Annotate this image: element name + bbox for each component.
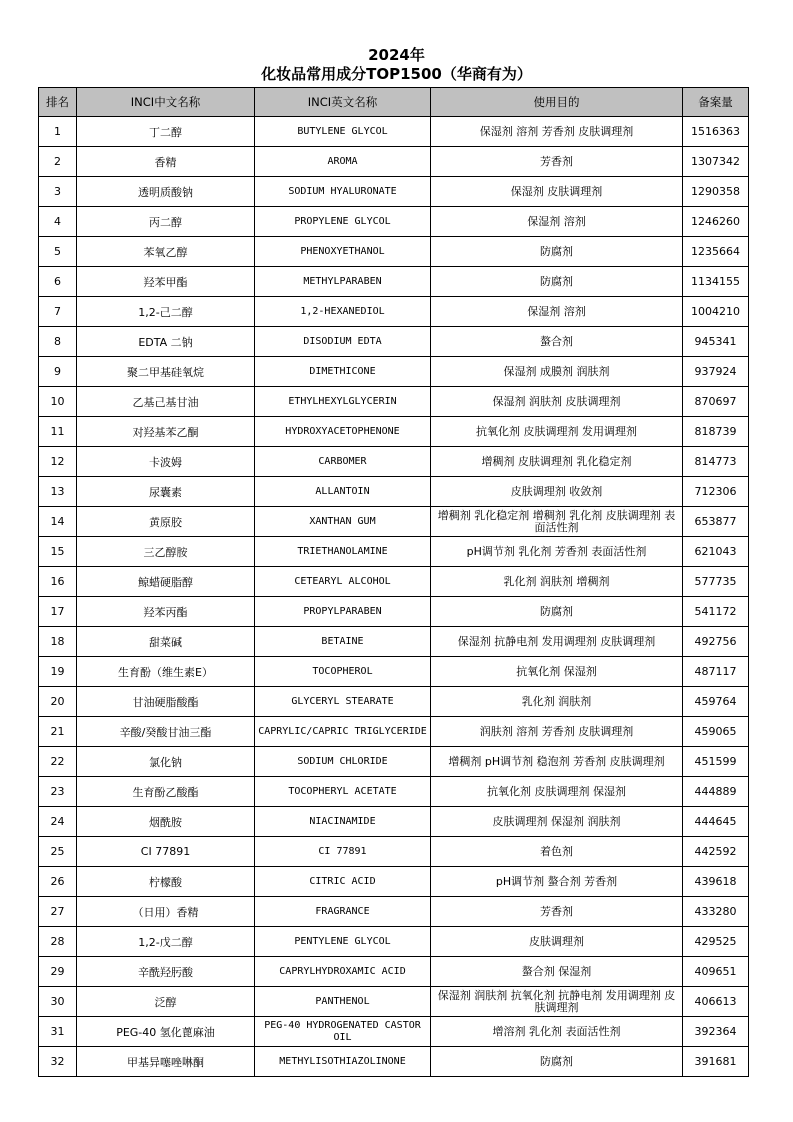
table-row — [39, 1017, 749, 1047]
cn-name-cell: 苯氧乙醇 — [77, 237, 255, 267]
purpose-cell: 润肤剂 溶剂 芳香剂 皮肤调理剂 — [431, 717, 683, 747]
count-cell: 487117 — [683, 657, 749, 687]
en-name-cell: DIMETHICONE — [255, 357, 431, 387]
cn-name-cell: 对羟基苯乙酮 — [77, 417, 255, 447]
cn-name-cell: 丁二醇 — [77, 117, 255, 147]
purpose-cell: 防腐剂 — [431, 237, 683, 267]
purpose-cell: 增溶剂 乳化剂 表面活性剂 — [431, 1017, 683, 1047]
rank-cell: 29 — [39, 957, 77, 987]
rank-cell: 4 — [39, 207, 77, 237]
en-name-cell: CARBOMER — [255, 447, 431, 477]
purpose-cell: 增稠剂 pH调节剂 稳泡剂 芳香剂 皮肤调理剂 — [431, 747, 683, 777]
count-cell: 814773 — [683, 447, 749, 477]
rank-cell: 17 — [39, 597, 77, 627]
purpose-cell: 抗氧化剂 皮肤调理剂 发用调理剂 — [431, 417, 683, 447]
cn-name-cell: 乙基己基甘油 — [77, 387, 255, 417]
rank-cell: 19 — [39, 657, 77, 687]
table-row — [39, 957, 749, 987]
cn-name-cell: 辛酰羟肟酸 — [77, 957, 255, 987]
count-cell: 444889 — [683, 777, 749, 807]
table-row — [39, 867, 749, 897]
rank-cell: 8 — [39, 327, 77, 357]
table-row — [39, 927, 749, 957]
en-name-cell: SODIUM CHLORIDE — [255, 747, 431, 777]
table-row — [39, 807, 749, 837]
purpose-cell: 皮肤调理剂 收敛剂 — [431, 477, 683, 507]
table-row — [39, 597, 749, 627]
purpose-cell: 乳化剂 润肤剂 增稠剂 — [431, 567, 683, 597]
rank-cell: 22 — [39, 747, 77, 777]
purpose-cell: 保湿剂 成膜剂 润肤剂 — [431, 357, 683, 387]
cn-name-cell: （日用）香精 — [77, 897, 255, 927]
count-cell: 1004210 — [683, 297, 749, 327]
count-cell: 577735 — [683, 567, 749, 597]
purpose-cell: 保湿剂 润肤剂 抗氧化剂 抗静电剂 发用调理剂 皮肤调理剂 — [431, 987, 683, 1017]
cn-name-cell: EDTA 二钠 — [77, 327, 255, 357]
purpose-cell: 芳香剂 — [431, 897, 683, 927]
table-row — [39, 207, 749, 237]
rank-cell: 6 — [39, 267, 77, 297]
purpose-cell: pH调节剂 乳化剂 芳香剂 表面活性剂 — [431, 537, 683, 567]
en-name-cell: METHYLISOTHIAZOLINONE — [255, 1047, 431, 1077]
table-row — [39, 117, 749, 147]
rank-cell: 23 — [39, 777, 77, 807]
table-row — [39, 477, 749, 507]
purpose-cell: 保湿剂 溶剂 — [431, 207, 683, 237]
table-row — [39, 1047, 749, 1077]
purpose-cell: 防腐剂 — [431, 597, 683, 627]
cn-name-cell: 氯化钠 — [77, 747, 255, 777]
cn-name-cell: 1,2-戊二醇 — [77, 927, 255, 957]
en-name-cell: ALLANTOIN — [255, 477, 431, 507]
cn-name-cell: 卡波姆 — [77, 447, 255, 477]
table-row — [39, 777, 749, 807]
count-cell: 1290358 — [683, 177, 749, 207]
table-row — [39, 537, 749, 567]
table-row — [39, 717, 749, 747]
count-cell: 492756 — [683, 627, 749, 657]
table-row — [39, 417, 749, 447]
table-row — [39, 627, 749, 657]
rank-cell: 15 — [39, 537, 77, 567]
en-name-cell: PEG-40 HYDROGENATED CASTOR OIL — [255, 1017, 431, 1047]
rank-cell: 9 — [39, 357, 77, 387]
en-name-cell: BETAINE — [255, 627, 431, 657]
table-row — [39, 747, 749, 777]
count-cell: 541172 — [683, 597, 749, 627]
cn-name-cell: 泛醇 — [77, 987, 255, 1017]
table-row — [39, 987, 749, 1017]
table-row — [39, 357, 749, 387]
rank-cell: 32 — [39, 1047, 77, 1077]
cn-name-cell: 烟酰胺 — [77, 807, 255, 837]
purpose-cell: 增稠剂 乳化稳定剂 增稠剂 乳化剂 皮肤调理剂 表面活性剂 — [431, 507, 683, 537]
count-cell: 409651 — [683, 957, 749, 987]
count-cell: 459065 — [683, 717, 749, 747]
table-body — [39, 117, 749, 1077]
count-cell: 459764 — [683, 687, 749, 717]
en-name-cell: CETEARYL ALCOHOL — [255, 567, 431, 597]
en-name-cell: PENTYLENE GLYCOL — [255, 927, 431, 957]
purpose-cell: 螯合剂 — [431, 327, 683, 357]
rank-cell: 21 — [39, 717, 77, 747]
cn-name-cell: 聚二甲基硅氧烷 — [77, 357, 255, 387]
purpose-cell: 抗氧化剂 皮肤调理剂 保湿剂 — [431, 777, 683, 807]
count-cell: 945341 — [683, 327, 749, 357]
en-name-cell: TRIETHANOLAMINE — [255, 537, 431, 567]
cn-name-cell: 生育酚（维生素E） — [77, 657, 255, 687]
rank-cell: 2 — [39, 147, 77, 177]
table-row — [39, 507, 749, 537]
count-cell: 1516363 — [683, 117, 749, 147]
table-row — [39, 657, 749, 687]
cn-name-cell: 生育酚乙酸酯 — [77, 777, 255, 807]
count-cell: 451599 — [683, 747, 749, 777]
cn-name-cell: 羟苯丙酯 — [77, 597, 255, 627]
en-name-cell: METHYLPARABEN — [255, 267, 431, 297]
en-name-cell: CI 77891 — [255, 837, 431, 867]
cn-name-cell: 透明质酸钠 — [77, 177, 255, 207]
en-name-cell: NIACINAMIDE — [255, 807, 431, 837]
en-name-cell: XANTHAN GUM — [255, 507, 431, 537]
rank-cell: 5 — [39, 237, 77, 267]
purpose-cell: 防腐剂 — [431, 1047, 683, 1077]
purpose-cell: 着色剂 — [431, 837, 683, 867]
en-name-cell: CAPRYLHYDROXAMIC ACID — [255, 957, 431, 987]
en-name-cell: CITRIC ACID — [255, 867, 431, 897]
en-name-cell: 1,2-HEXANEDIOL — [255, 297, 431, 327]
purpose-cell: 保湿剂 溶剂 芳香剂 皮肤调理剂 — [431, 117, 683, 147]
rank-cell: 16 — [39, 567, 77, 597]
count-cell: 1246260 — [683, 207, 749, 237]
en-name-cell: PANTHENOL — [255, 987, 431, 1017]
header-rank: 排名 — [39, 88, 77, 117]
rank-cell: 10 — [39, 387, 77, 417]
en-name-cell: BUTYLENE GLYCOL — [255, 117, 431, 147]
table-row — [39, 147, 749, 177]
table-header-row — [39, 88, 749, 117]
table-row — [39, 447, 749, 477]
count-cell: 818739 — [683, 417, 749, 447]
count-cell: 392364 — [683, 1017, 749, 1047]
count-cell: 1235664 — [683, 237, 749, 267]
rank-cell: 18 — [39, 627, 77, 657]
count-cell: 439618 — [683, 867, 749, 897]
rank-cell: 30 — [39, 987, 77, 1017]
header-cn-name: INCI中文名称 — [77, 88, 255, 117]
header-count: 备案量 — [683, 88, 749, 117]
purpose-cell: 防腐剂 — [431, 267, 683, 297]
en-name-cell: PHENOXYETHANOL — [255, 237, 431, 267]
cn-name-cell: 辛酸/癸酸甘油三酯 — [77, 717, 255, 747]
cn-name-cell: 黄原胶 — [77, 507, 255, 537]
en-name-cell: SODIUM HYALURONATE — [255, 177, 431, 207]
purpose-cell: 螯合剂 保湿剂 — [431, 957, 683, 987]
purpose-cell: 保湿剂 皮肤调理剂 — [431, 177, 683, 207]
purpose-cell: 抗氧化剂 保湿剂 — [431, 657, 683, 687]
table-row — [39, 327, 749, 357]
rank-cell: 12 — [39, 447, 77, 477]
count-cell: 391681 — [683, 1047, 749, 1077]
table-row — [39, 687, 749, 717]
en-name-cell: CAPRYLIC/CAPRIC TRIGLYCERIDE — [255, 717, 431, 747]
en-name-cell: ETHYLHEXYLGLYCERIN — [255, 387, 431, 417]
purpose-cell: 保湿剂 溶剂 — [431, 297, 683, 327]
rank-cell: 28 — [39, 927, 77, 957]
title-year: 2024年 — [368, 46, 425, 64]
count-cell: 433280 — [683, 897, 749, 927]
rank-cell: 3 — [39, 177, 77, 207]
en-name-cell: PROPYLPARABEN — [255, 597, 431, 627]
table-row — [39, 837, 749, 867]
count-cell: 429525 — [683, 927, 749, 957]
cn-name-cell: PEG-40 氢化蓖麻油 — [77, 1017, 255, 1047]
cn-name-cell: 香精 — [77, 147, 255, 177]
rank-cell: 13 — [39, 477, 77, 507]
purpose-cell: 皮肤调理剂 — [431, 927, 683, 957]
header-en-name: INCI英文名称 — [255, 88, 431, 117]
cn-name-cell: 柠檬酸 — [77, 867, 255, 897]
en-name-cell: TOCOPHERYL ACETATE — [255, 777, 431, 807]
count-cell: 712306 — [683, 477, 749, 507]
en-name-cell: DISODIUM EDTA — [255, 327, 431, 357]
table-row — [39, 387, 749, 417]
count-cell: 621043 — [683, 537, 749, 567]
table-row — [39, 177, 749, 207]
count-cell: 870697 — [683, 387, 749, 417]
count-cell: 406613 — [683, 987, 749, 1017]
rank-cell: 20 — [39, 687, 77, 717]
en-name-cell: AROMA — [255, 147, 431, 177]
purpose-cell: pH调节剂 螯合剂 芳香剂 — [431, 867, 683, 897]
cn-name-cell: 尿囊素 — [77, 477, 255, 507]
purpose-cell: 芳香剂 — [431, 147, 683, 177]
header-purpose: 使用目的 — [431, 88, 683, 117]
rank-cell: 25 — [39, 837, 77, 867]
rank-cell: 24 — [39, 807, 77, 837]
cn-name-cell: 三乙醇胺 — [77, 537, 255, 567]
count-cell: 653877 — [683, 507, 749, 537]
cn-name-cell: CI 77891 — [77, 837, 255, 867]
cn-name-cell: 丙二醇 — [77, 207, 255, 237]
en-name-cell: GLYCERYL STEARATE — [255, 687, 431, 717]
purpose-cell: 乳化剂 润肤剂 — [431, 687, 683, 717]
document-title: 化妆品常用成分TOP1500（华商有为） — [261, 65, 532, 83]
ingredients-table — [38, 87, 749, 1077]
count-cell: 442592 — [683, 837, 749, 867]
cn-name-cell: 甜菜碱 — [77, 627, 255, 657]
count-cell: 1307342 — [683, 147, 749, 177]
rank-cell: 31 — [39, 1017, 77, 1047]
rank-cell: 1 — [39, 117, 77, 147]
cn-name-cell: 1,2-己二醇 — [77, 297, 255, 327]
table-row — [39, 237, 749, 267]
table-row — [39, 567, 749, 597]
cn-name-cell: 鲸蜡硬脂醇 — [77, 567, 255, 597]
rank-cell: 14 — [39, 507, 77, 537]
cn-name-cell: 甘油硬脂酸酯 — [77, 687, 255, 717]
purpose-cell: 皮肤调理剂 保湿剂 润肤剂 — [431, 807, 683, 837]
rank-cell: 7 — [39, 297, 77, 327]
count-cell: 937924 — [683, 357, 749, 387]
count-cell: 1134155 — [683, 267, 749, 297]
cn-name-cell: 羟苯甲酯 — [77, 267, 255, 297]
purpose-cell: 保湿剂 抗静电剂 发用调理剂 皮肤调理剂 — [431, 627, 683, 657]
purpose-cell: 增稠剂 皮肤调理剂 乳化稳定剂 — [431, 447, 683, 477]
en-name-cell: HYDROXYACETOPHENONE — [255, 417, 431, 447]
rank-cell: 11 — [39, 417, 77, 447]
en-name-cell: TOCOPHEROL — [255, 657, 431, 687]
cn-name-cell: 甲基异噻唑啉酮 — [77, 1047, 255, 1077]
rank-cell: 26 — [39, 867, 77, 897]
table-row — [39, 267, 749, 297]
table-row — [39, 897, 749, 927]
purpose-cell: 保湿剂 润肤剂 皮肤调理剂 — [431, 387, 683, 417]
en-name-cell: PROPYLENE GLYCOL — [255, 207, 431, 237]
en-name-cell: FRAGRANCE — [255, 897, 431, 927]
table-row — [39, 297, 749, 327]
count-cell: 444645 — [683, 807, 749, 837]
rank-cell: 27 — [39, 897, 77, 927]
